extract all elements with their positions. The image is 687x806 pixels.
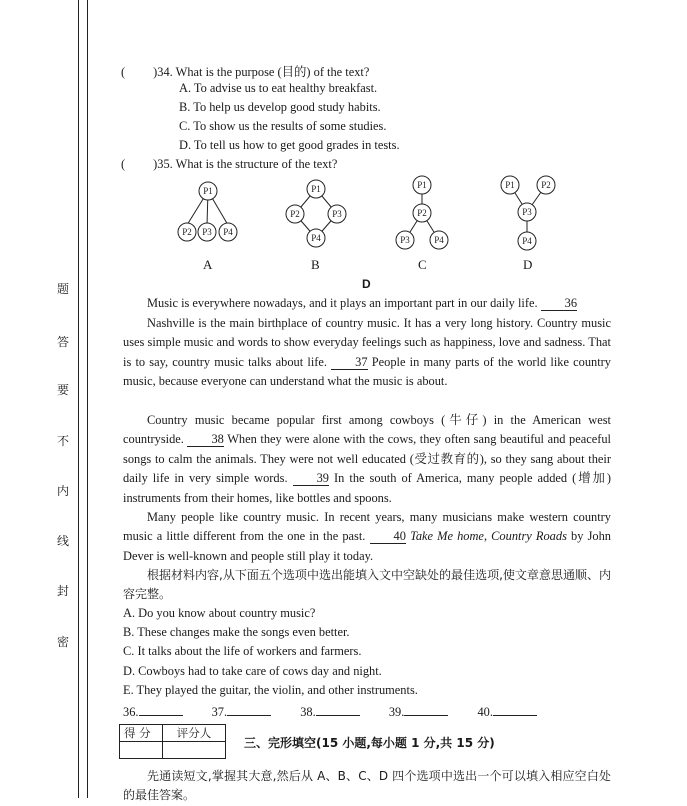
answer-number: 37. xyxy=(211,705,228,719)
diagram-label-d: D xyxy=(523,257,533,272)
answer-paren-open: ( xyxy=(121,65,126,79)
q34-option-b: B. To help us develop good study habits. xyxy=(179,100,381,114)
answer-blank-37[interactable] xyxy=(227,703,271,716)
binding-margin xyxy=(0,0,100,798)
passage-paragraph-1: Music is everywhere nowadays, and it plays an important part in our daily life. 36 xyxy=(147,296,578,310)
question-35 xyxy=(121,157,337,172)
choice-c: C. It talks about the life of workers and farmers. xyxy=(123,644,362,658)
answer-blank-36[interactable] xyxy=(139,703,183,716)
node-label: P3 xyxy=(332,209,342,219)
section-3-heading: 三、完形填空(15 小题,每小题 1 分,共 15 分) xyxy=(244,736,495,750)
blank-38[interactable]: 38 xyxy=(187,432,223,447)
passage-paragraph-4: Many people like country music. In recent years, many musicians make western country music a little different from the one in the past. 40 Take Me home, Country Roads by John Dever is well-known and people still play it today. xyxy=(123,510,611,563)
answer-blank-38[interactable] xyxy=(316,703,360,716)
node-label: P1 xyxy=(417,180,427,190)
node-label: P4 xyxy=(434,235,444,245)
answer-number: 40. xyxy=(477,705,493,719)
node-label: P1 xyxy=(311,184,321,194)
answer-number: 39. xyxy=(388,705,405,719)
node-label: P3 xyxy=(400,235,410,245)
node-label: P1 xyxy=(203,186,213,196)
score-header: 得 分 xyxy=(120,725,163,742)
blank-39[interactable]: 39 xyxy=(293,471,329,486)
grader-header: 评分人 xyxy=(163,725,226,742)
node-label: P4 xyxy=(522,236,532,246)
diagram-label-b: B xyxy=(311,257,320,272)
seal-char: 封 xyxy=(57,584,70,598)
seal-char: 不 xyxy=(57,434,70,448)
choice-b: B. These changes make the songs even better. xyxy=(123,625,350,639)
choice-e: E. They played the guitar, the violin, and other instruments. xyxy=(123,683,418,697)
answer-blank-40[interactable] xyxy=(493,703,537,716)
node-label: P2 xyxy=(182,227,192,237)
passage-paragraph-2: Nashville is the main birthplace of country music. It has a very long history. Country music uses simple music and words to show everyday feelings such as happiness, love and sadness. That is to say, country music talks about life. 37 People in many parts of the world like country music, because everyone can understand what the music is about. xyxy=(123,316,611,389)
answer-line-row xyxy=(123,703,563,720)
section-d-title: D xyxy=(362,277,371,291)
node-label: P3 xyxy=(522,207,532,217)
instruction-text: 根据材料内容,从下面五个选项中选出能填入文中空缺处的最佳选项,使文章意思通顺、内容完整。 xyxy=(123,568,611,602)
binding-line-inner xyxy=(87,0,88,798)
passage-paragraph-3: Country music became popular first among cowboys (牛仔) in the American west countryside. 38 When they were alone with the cows, they often sang beautiful and peaceful songs to calm the animals. They were not well educated (受过教育的), so they sang about their daily life in very simple words. 39 In the south of America, many people added (增加) instruments from their homes, like bottles and spoons. xyxy=(123,413,611,505)
choice-d: D. Cowboys had to take care of cows day and night. xyxy=(123,664,382,678)
node-label: P3 xyxy=(202,227,212,237)
seal-char: 要 xyxy=(57,383,70,397)
node-label: P2 xyxy=(541,180,551,190)
node-label: P4 xyxy=(223,227,233,237)
diagram-label-a: A xyxy=(203,257,213,272)
answer-number: 38. xyxy=(300,705,316,719)
answer-number: 36. xyxy=(123,705,139,719)
answer-paren-close: ) xyxy=(153,65,158,79)
answer-paren-close: ) xyxy=(153,157,158,171)
node-label: P4 xyxy=(311,233,321,243)
node-label: P2 xyxy=(417,208,427,218)
question-stem: 35. What is the structure of the text? xyxy=(157,157,338,171)
seal-char: 内 xyxy=(57,484,70,498)
structure-diagrams xyxy=(0,172,687,262)
question-stem: 34. What is the purpose (目的) of the text? xyxy=(157,65,370,79)
seal-char: 线 xyxy=(57,534,70,548)
node-label: P1 xyxy=(505,180,515,190)
q34-option-a: A. To advise us to eat healthy breakfast. xyxy=(179,81,378,95)
blank-36[interactable]: 36 xyxy=(541,296,577,311)
blank-37[interactable]: 37 xyxy=(331,355,367,370)
score-cell[interactable] xyxy=(120,742,163,759)
q34-option-d: D. To tell us how to get good grades in tests. xyxy=(179,138,400,152)
seal-char: 答 xyxy=(57,335,70,349)
grader-cell[interactable] xyxy=(163,742,226,759)
diagram-label-c: C xyxy=(418,257,427,272)
node-label: P2 xyxy=(290,209,300,219)
binding-line-outer xyxy=(78,0,79,798)
score-table xyxy=(119,724,226,759)
choice-a: A. Do you know about country music? xyxy=(123,606,316,620)
answer-paren-open: ( xyxy=(121,157,126,171)
question-34 xyxy=(121,62,369,80)
answer-blank-39[interactable] xyxy=(404,703,448,716)
section-3-instruction: 先通读短文,掌握其大意,然后从 A、B、C、D 四个选项中选出一个可以填入相应空白处的最佳答案。 xyxy=(123,769,611,803)
q34-option-c: C. To show us the results of some studies. xyxy=(179,119,387,133)
blank-40[interactable]: 40 xyxy=(370,529,406,544)
seal-char: 密 xyxy=(57,635,70,649)
seal-char: 题 xyxy=(57,282,70,296)
